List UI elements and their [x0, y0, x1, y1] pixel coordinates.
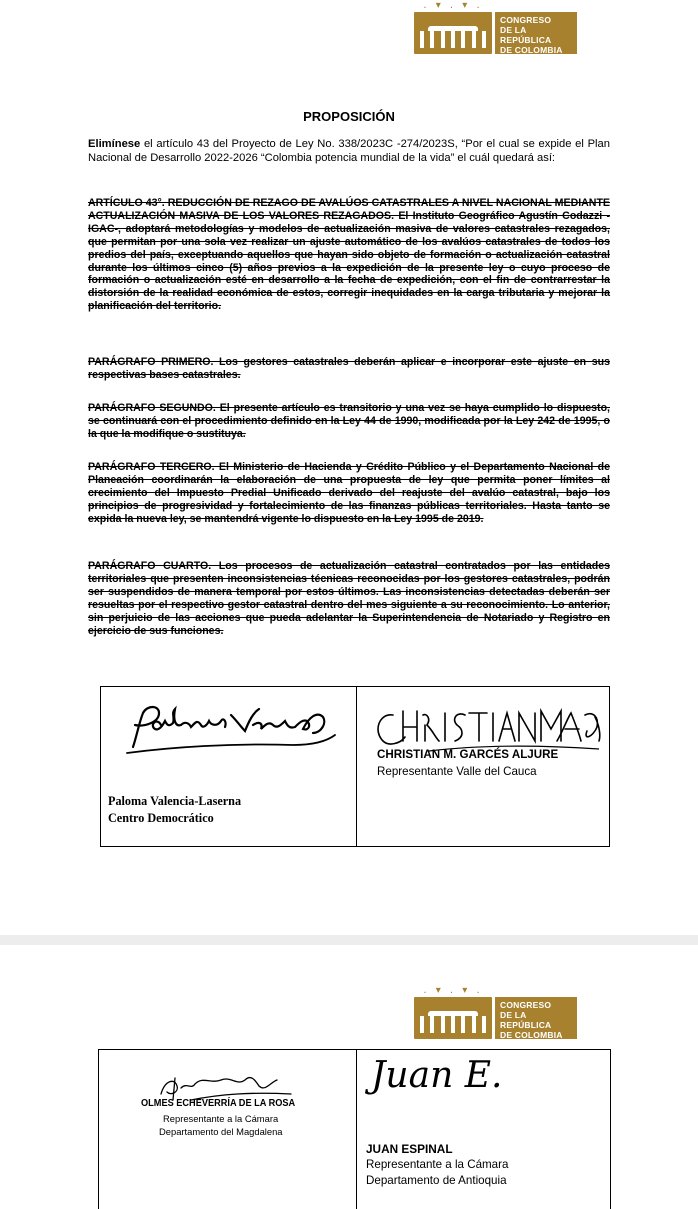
signer-role-juan: Representante a la Cámara: [366, 1158, 509, 1171]
signer-party-paloma: Centro Democrático: [108, 811, 214, 825]
signature-table-1: [100, 686, 610, 847]
signer-dept-juan: Departamento de Antioquia: [366, 1174, 507, 1187]
document-page-2: [0, 945, 698, 1200]
paloma-signature-graphic: [113, 695, 348, 765]
signer-name-juan: JUAN ESPINAL: [366, 1142, 453, 1156]
signer-name-christian: CHRISTIAN M. GARCÉS ALJURE: [377, 748, 559, 761]
intro-text: el artículo 43 del Proyecto de Ley No. 338/2023C -274/2023S, “Por el cual se expide el Plan Nacional de Desarrollo 2022-2026 “Colombia potencia mundial de la vida” el cuál quedará así:: [88, 138, 610, 164]
congreso-logo-text: CONGRESO DE LA REPÚBLICA DE COLOMBIA SENADO DE LA REPÚBLICA: [495, 12, 577, 54]
article-43-text: ARTÍCULO 43°. REDUCCIÓN DE REZAGO DE AVALÚOS CATASTRALES A NIVEL NACIONAL MEDIANTE ACTUALIZACIÓN MASIVA DE LOS VALORES REZAGADOS. El Instituto Geográfico Agustín Codazzi -IGAC-, adoptará metodologías y modelos de actualización masiva de valores catastrales rezagados, que permitan por una sola vez realizar un ajuste automático de los avalúos catastrales de todos los predios del país, exceptuando aquellos que hayan sido objeto de formación o actualización catastral durante los últimos cinco (5) años previos a la expedición de la presente ley o cuyo proceso de formación o actualización esté en desarrollo a la fecha de expedición, con el fin de contrarrestar la distorsión de la realidad económica de estos, corregir inequidades en la carga tributaria y mejorar la planificación del territorio.: [88, 197, 610, 313]
signer-name-paloma: Paloma Valencia-Laserna: [108, 794, 242, 808]
paragraph-segundo: PARÁGRAFO SEGUNDO. El presente artículo es transitorio y una vez se haya cumplido lo dispuesto, se continuará con el procedimiento definido en la Ley 44 de 1990, modificada por la Ley 242 de 1995, o la que la modifique o sustituya.: [88, 402, 610, 440]
paragraph-tercero: PARÁGRAFO TERCERO. El Ministerio de Hacienda y Crédito Público y el Departamento Nacional de Planeación coordinarán la elaboración de una propuesta de ley que permita poner límites al crecimiento del Impuesto Predial Unificado derivado del reajuste del avalúo catastral, bajo los principios de progresividad y fortalecimiento de las finanzas públicas territoriales. Hasta tanto se expida la nueva ley, se mantendrá vigente lo dispuesto en la Ley 1995 de 2019.: [88, 461, 610, 525]
page-separator: [0, 935, 698, 945]
paragraph-primero: PARÁGRAFO PRIMERO. Los gestores catastrales deberán aplicar e incorporar este ajuste en sus respectivas bases catastrales.: [88, 356, 610, 381]
paragraph-cuarto: PARÁGRAFO CUARTO. Los procesos de actualización catastral contratados por las entidades territoriales que presenten inconsistencias técnicas reconocidas por los gestores catastrales, podrán ser suspendidos de manera temporal por estos últimos. Las inconsistencias detectadas deberán ser resueltas por el respectivo gestor catastral dentro del mes siguiente a su reconocimiento. Lo anterior, sin perjuicio de las acciones que pueda adelantar la Superintendencia de Notariado y Registro en ejercicio de sus funciones.: [88, 560, 610, 637]
congreso-logo: [414, 0, 577, 61]
capitol-emblem-icon: . ▾ . ▾ .: [414, 997, 492, 1039]
document-title: PROPOSICIÓN: [303, 109, 395, 124]
congreso-logo-text: CONGRESO DE LA REPÚBLICA DE COLOMBIA SENADO DE LA REPÚBLICA: [495, 997, 577, 1039]
signer-name-olmes: OLMES ECHEVERRÍA DE LA ROSA: [141, 1098, 296, 1109]
capitol-emblem-icon: . ▾ . ▾ .: [414, 12, 492, 54]
juan-signature-graphic: Juan E.: [371, 1055, 503, 1096]
intro-keyword: Elimínese: [88, 138, 141, 150]
signer-role-christian: Representante Valle del Cauca: [377, 765, 537, 778]
signer-role-olmes: Representante a la Cámara: [163, 1113, 279, 1124]
signature-table-2: [98, 1049, 611, 1209]
signer-dept-olmes: Departamento del Magdalena: [159, 1126, 283, 1137]
congreso-logo-page-2: [414, 985, 577, 1046]
intro-paragraph: [88, 138, 610, 165]
